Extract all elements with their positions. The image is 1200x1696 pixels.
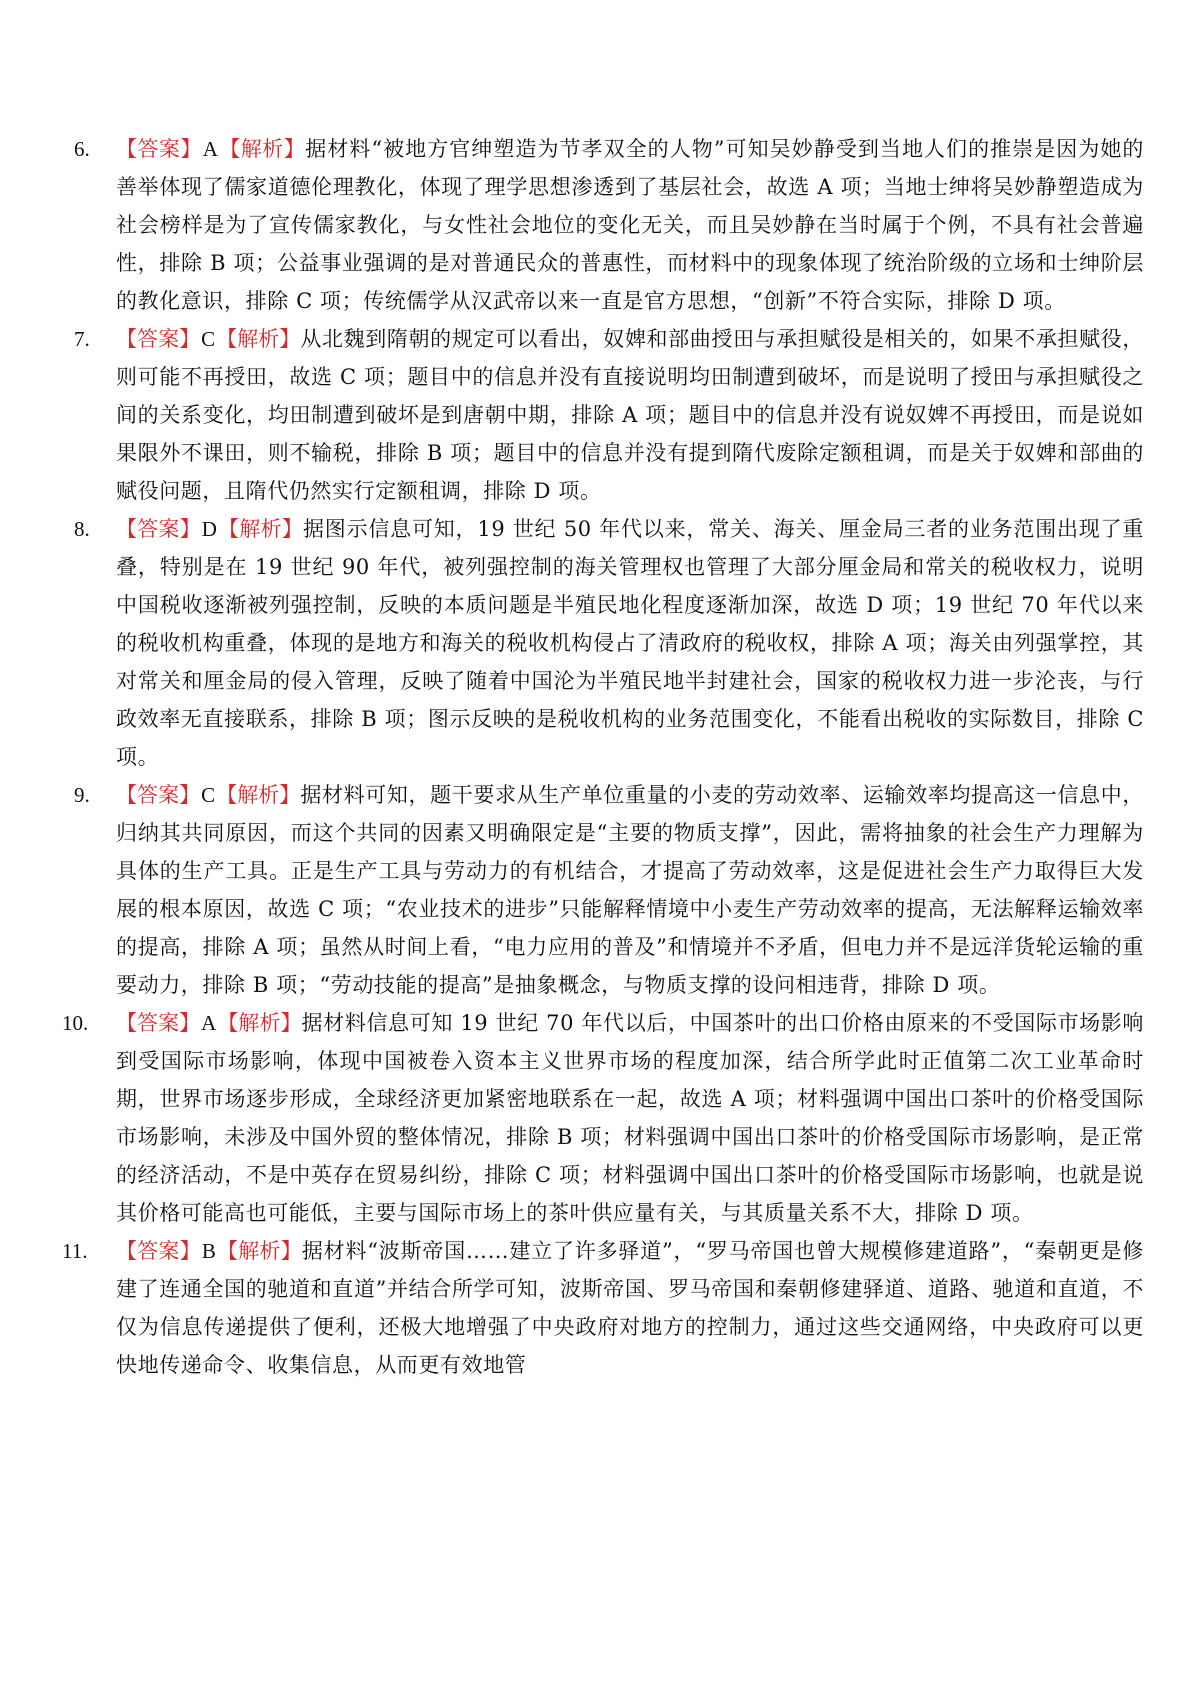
analysis-text: 据材料信息可知 19 世纪 70 年代以后，中国茶叶的出口价格由原来的不受国际市场影响到受国际市场影响，体现中国被卷入资本主义世界市场的程度加深，结合所学此时正值第二次工业革命时期，世界市场逐步形成，全球经济更加紧密地联系在一起，故选 A 项；材料强调中国出口茶叶的价格受国际市场影响，未涉及中国外贸的整体情况，排除 B 项；材料强调中国出口茶叶的价格受国际市场影响，是正常的经济活动，不是中英存在贸易纠纷，排除 C 项；材料强调中国出口茶叶的价格受国际市场影响，也就是说其价格可能高也可能低，主要与国际市场上的茶叶供应量有关，与其质量关系不大，排除 D 项。	[116, 1011, 1145, 1225]
analysis-text: 据图示信息可知，19 世纪 50 年代以来，常关、海关、厘金局三者的业务范围出现了重叠，特别是在 19 世纪 90 年代，被列强控制的海关管理权也管理了大部分厘金局和常关的税收权力，说明中国税收逐渐被列强控制，反映的本质问题是半殖民地化程度逐渐加深，故选 D 项；19 世纪 70 年代以来的税收机构重叠，体现的是地方和海关的税收机构侵占了清政府的税收权，排除 A 项；海关由列强掌控，其对常关和厘金局的侵入管理，反映了随着中国沦为半殖民地半封建社会，国家的税收权力进一步沦丧，与行政效率无直接联系，排除 B 项；图示反映的是税收机构的业务范围变化，不能看出税收的实际数目，排除 C 项。	[116, 517, 1144, 769]
item-number: 10.	[62, 1011, 89, 1035]
answer-item-6	[74, 130, 1144, 320]
answer-choice: A	[201, 1011, 217, 1035]
answer-label: 【答案】	[116, 783, 201, 807]
item-number: 11.	[62, 1239, 88, 1263]
answer-choice: D	[201, 517, 217, 541]
analysis-text: 据材料“波斯帝国……建立了许多驿道”，“罗马帝国也曾大规模修建道路”，“秦朝更是修建了连通全国的驰道和直道”并结合所学可知，波斯帝国、罗马帝国和秦朝修建驿道、道路、驰道和直道，不仅为信息传递提供了便利，还极大地增强了中央政府对地方的控制力，通过这些交通网络，中央政府可以更快地传递命令、收集信息，从而更有效地管	[116, 1239, 1145, 1377]
analysis-text: 据材料可知，题干要求从生产单位重量的小麦的劳动效率、运输效率均提高这一信息中，归纳其共同原因，而这个共同的因素又明确限定是“主要的物质支撑”，因此，需将抽象的社会生产力理解为具体的生产工具。正是生产工具与劳动力的有机结合，才提高了劳动效率，这是促进社会生产力取得巨大发展的根本原因，故选 C 项；“农业技术的进步”只能解释情境中小麦生产劳动效率的提高，无法解释运输效率的提高，排除 A 项；虽然从时间上看，“电力应用的普及”和情境并不矛盾，但电力并不是远洋货轮运输的重要动力，排除 B 项；“劳动技能的提高”是抽象概念，与物质支撑的设问相违背，排除 D 项。	[116, 783, 1145, 997]
item-number: 7.	[74, 327, 90, 351]
answer-item-7	[74, 320, 1144, 510]
answer-item-10	[62, 1004, 1145, 1232]
analysis-label: 【解析】	[217, 1011, 302, 1035]
answer-choice: B	[201, 1239, 216, 1263]
answer-item-8	[74, 510, 1144, 776]
answer-item-11	[62, 1232, 1145, 1384]
analysis-label: 【解析】	[217, 517, 303, 541]
answer-list	[62, 130, 1145, 1384]
answer-label: 【答案】	[116, 327, 201, 351]
answer-label: 【答案】	[116, 1239, 201, 1263]
answer-label: 【答案】	[116, 137, 202, 161]
analysis-text: 从北魏到隋朝的规定可以看出，奴婢和部曲授田与承担赋役是相关的，如果不承担赋役，则可能不再授田，故选 C 项；题目中的信息并没有直接说明均田制遭到破坏，而是说明了授田与承担赋役之间的关系变化，均田制遭到破坏是到唐朝中期，排除 A 项；题目中的信息并没有说奴婢不再授田，而是说如果限外不课田，则不输税，排除 B 项；题目中的信息并没有提到隋代废除定额租调，而是关于奴婢和部曲的赋役问题，且隋代仍然实行定额租调，排除 D 项。	[116, 327, 1145, 503]
answer-label: 【答案】	[116, 517, 201, 541]
item-number: 8.	[74, 517, 90, 541]
item-number: 6.	[74, 137, 90, 161]
analysis-label: 【解析】	[216, 1239, 302, 1263]
answer-choice: C	[201, 783, 216, 807]
analysis-label: 【解析】	[216, 327, 301, 351]
answer-choice: C	[201, 327, 216, 351]
analysis-label: 【解析】	[216, 783, 301, 807]
answer-choice: A	[202, 137, 218, 161]
answer-item-9	[74, 776, 1144, 1004]
answer-label: 【答案】	[116, 1011, 201, 1035]
analysis-label: 【解析】	[218, 137, 306, 161]
analysis-text: 据材料“被地方官绅塑造为节孝双全的人物”可知吴妙静受到当地人们的推崇是因为她的善举体现了儒家道德伦理教化，体现了理学思想渗透到了基层社会，故选 A 项；当地士绅将吴妙静塑造成为社会榜样是为了宣传儒家教化，与女性社会地位的变化无关，而且吴妙静在当时属于个例，不具有社会普遍性，排除 B 项；公益事业强调的是对普通民众的普惠性，而材料中的现象体现了统治阶级的立场和士绅阶层的教化意识，排除 C 项；传统儒学从汉武帝以来一直是官方思想，“创新”不符合实际，排除 D 项。	[116, 137, 1145, 313]
item-number: 9.	[74, 783, 90, 807]
